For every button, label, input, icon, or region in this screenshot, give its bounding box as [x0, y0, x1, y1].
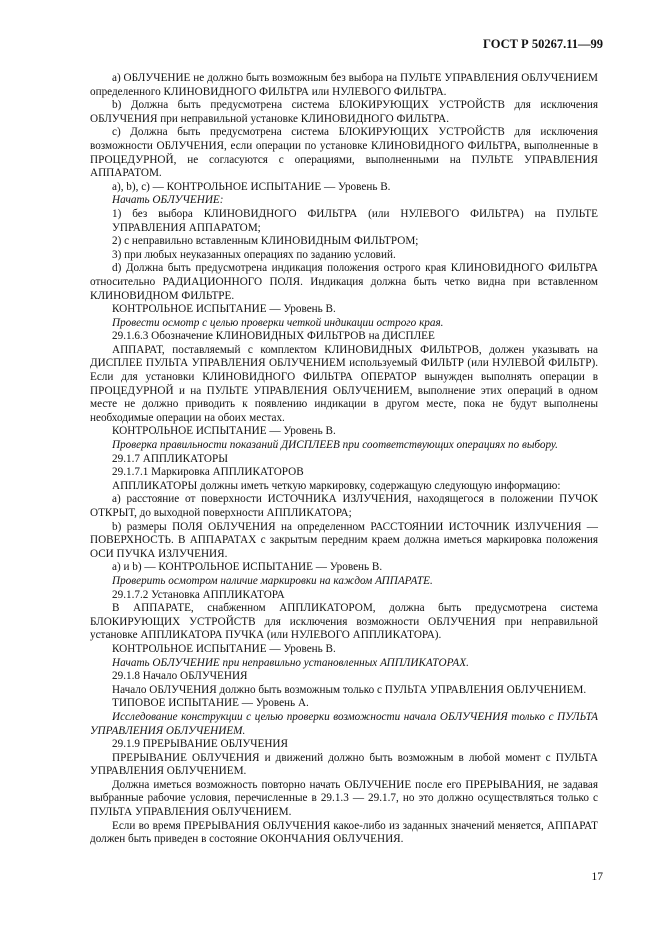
paragraph: b) размеры ПОЛЯ ОБЛУЧЕНИЯ на определенном РАССТОЯНИИ ИСТОЧНИК ИЗЛУЧЕНИЯ — ПОВЕРХНОСТЬ. В АППАРАТАХ с закрытым передним краем должна иметься маркировка положения ОСИ ПУЧКА ИЗЛУЧЕНИЯ. — [90, 520, 598, 560]
test-heading: ТИПОВОЕ ИСПЫТАНИЕ — Уровень А. — [112, 697, 309, 710]
section-heading: 29.1.7.2 Установка АППЛИКАТОРА — [112, 588, 285, 601]
section-heading: 29.1.7.1 Маркировка АППЛИКАТОРОВ — [112, 466, 304, 479]
standard-code-header: ГОСТ Р 50267.11—99 — [483, 37, 603, 51]
section-heading: 29.1.8 Начало ОБЛУЧЕНИЯ — [112, 670, 248, 683]
paragraph: АППЛИКАТОРЫ должны иметь четкую маркировку, содержащую следующую информацию: — [112, 479, 561, 492]
paragraph: АППАРАТ, поставляемый с комплектом КЛИНОВИДНЫХ ФИЛЬТРОВ, должен указывать на ДИСПЛЕЕ ПУЛЬТА УПРАВЛЕНИЯ ОБЛУЧЕНИЕМ используемый ФИЛЬТР (или НУЛЕВОЙ ФИЛЬТР). Если для установки КЛИНОВИДНОГО ФИЛЬТРА ОПЕРАТОР вынужден выполнять операции в ПРОЦЕДУРНОЙ и на ПУЛЬТЕ УПРАВЛЕНИЯ ОБЛУЧЕНИЕМ, выполнение этих операций в одном месте не должно приводить к появлению индикации в другом месте, пока не будут выполнены необходимые операции на обоих местах. — [90, 343, 598, 424]
test-instruction: Провести осмотр с целью проверки четкой индикации острого края. — [112, 316, 444, 329]
section-heading: 29.1.9 ПРЕРЫВАНИЕ ОБЛУЧЕНИЯ — [112, 738, 288, 751]
test-heading: КОНТРОЛЬНОЕ ИСПЫТАНИЕ — Уровень В. — [112, 425, 336, 438]
test-instruction: Исследование конструкции с целью проверки возможности начала ОБЛУЧЕНИЯ только с ПУЛЬТА УПРАВЛЕНИЯ ОБЛУЧЕНИЕМ. — [90, 710, 598, 737]
paragraph: а) расстояние от поверхности ИСТОЧНИКА ИЗЛУЧЕНИЯ, находящегося в положении ПУЧОК ОТКРЫТ, до выходной поверхности АППЛИКАТОРА; — [90, 493, 598, 519]
paragraph: ПРЕРЫВАНИЕ ОБЛУЧЕНИЯ и движений должно быть возможным в любой момент с ПУЛЬТА УПРАВЛЕНИЯ ОБЛУЧЕНИЕМ. — [90, 751, 598, 778]
test-instruction: Проверка правильности показаний ДИСПЛЕЕВ при соответствующих операциях по выбору. — [112, 439, 558, 452]
paragraph: Начало ОБЛУЧЕНИЯ должно быть возможным только с ПУЛЬТА УПРАВЛЕНИЯ ОБЛУЧЕНИЕМ. — [112, 683, 587, 696]
list-item: 1) без выбора КЛИНОВИДНОГО ФИЛЬТРА (или НУЛЕВОГО ФИЛЬТРА) на ПУЛЬТЕ УПРАВЛЕНИЯ АППАРАТОМ; — [112, 207, 598, 234]
test-instruction: Начать ОБЛУЧЕНИЕ при неправильно установленных АППЛИКАТОРАХ. — [112, 656, 469, 669]
paragraph: d) Должна быть предусмотрена индикация положения острого края КЛИНОВИДНОГО ФИЛЬТРА относительно РАДИАЦИОННОГО ПОЛЯ. Индикация должна быть четко видна при вставленном КЛИНОВИДНОМ ФИЛЬТРЕ. — [90, 262, 598, 302]
page-content — [90, 72, 598, 847]
paragraph: с) Должна быть предусмотрена система БЛОКИРУЮЩИХ УСТРОЙСТВ для исключения возможности ОБЛУЧЕНИЯ, если операции по установке КЛИНОВИДНОГО ФИЛЬТРА, выполненные в ПРОЦЕДУРНОЙ, не согласуются с операциями, выполненными на ПУЛЬТЕ УПРАВЛЕНИЯ АППАРАТОМ. — [90, 126, 598, 180]
test-heading: КОНТРОЛЬНОЕ ИСПЫТАНИЕ — Уровень В. — [112, 642, 336, 655]
section-heading: 29.1.6.3 Обозначение КЛИНОВИДНЫХ ФИЛЬТРОВ на ДИСПЛЕЕ — [112, 330, 435, 343]
paragraph: Если во время ПРЕРЫВАНИЯ ОБЛУЧЕНИЯ какое-либо из заданных значений меняется, АППАРАТ должен быть приведен в состояние ОКОНЧАНИЯ ОБЛУЧЕНИЯ. — [90, 819, 598, 846]
paragraph: В АППАРАТЕ, снабженном АППЛИКАТОРОМ, должна быть предусмотрена система БЛОКИРУЮЩИХ УСТРОЙСТВ для исключения возможности ОБЛУЧЕНИЯ при неправильной установке АППЛИКАТОРА ПУЧКА (или НУЛЕВОГО АППЛИКАТОРА). — [90, 602, 598, 642]
list-item: 3) при любых неуказанных операциях по заданию условий. — [112, 248, 396, 261]
paragraph: Должна иметься возможность повторно начать ОБЛУЧЕНИЕ после его ПРЕРЫВАНИЯ, не задавая выбранные рабочие условия, перечисленные в 29.1.3 — 29.1.7, но это должно осуществляться только с ПУЛЬТА УПРАВЛЕНИЯ ОБЛУЧЕНИЕМ. — [90, 778, 598, 819]
test-heading: КОНТРОЛЬНОЕ ИСПЫТАНИЕ — Уровень В. — [112, 303, 336, 316]
page-number: 17 — [591, 871, 603, 883]
test-instruction: Проверить осмотром наличие маркировки на каждом АППАРАТЕ. — [112, 574, 433, 587]
paragraph: а) ОБЛУЧЕНИЕ не должно быть возможным без выбора на ПУЛЬТЕ УПРАВЛЕНИЯ ОБЛУЧЕНИЕМ определенного КЛИНОВИДНОГО ФИЛЬТРА или НУЛЕВОГО ФИЛЬТРА. — [90, 72, 598, 98]
test-instruction: Начать ОБЛУЧЕНИЕ: — [112, 194, 224, 207]
section-heading: 29.1.7 АППЛИКАТОРЫ — [112, 452, 228, 465]
paragraph: b) Должна быть предусмотрена система БЛОКИРУЮЩИХ УСТРОЙСТВ для исключения ОБЛУЧЕНИЯ при неправильной установке КЛИНОВИДНОГО ФИЛЬТРА. — [90, 99, 598, 125]
test-heading: a), b), с) — КОНТРОЛЬНОЕ ИСПЫТАНИЕ — Уровень В. — [112, 180, 391, 193]
list-item: 2) с неправильно вставленным КЛИНОВИДНЫМ ФИЛЬТРОМ; — [112, 235, 419, 248]
test-heading: а) и b) — КОНТРОЛЬНОЕ ИСПЫТАНИЕ — Уровень В. — [112, 561, 383, 574]
